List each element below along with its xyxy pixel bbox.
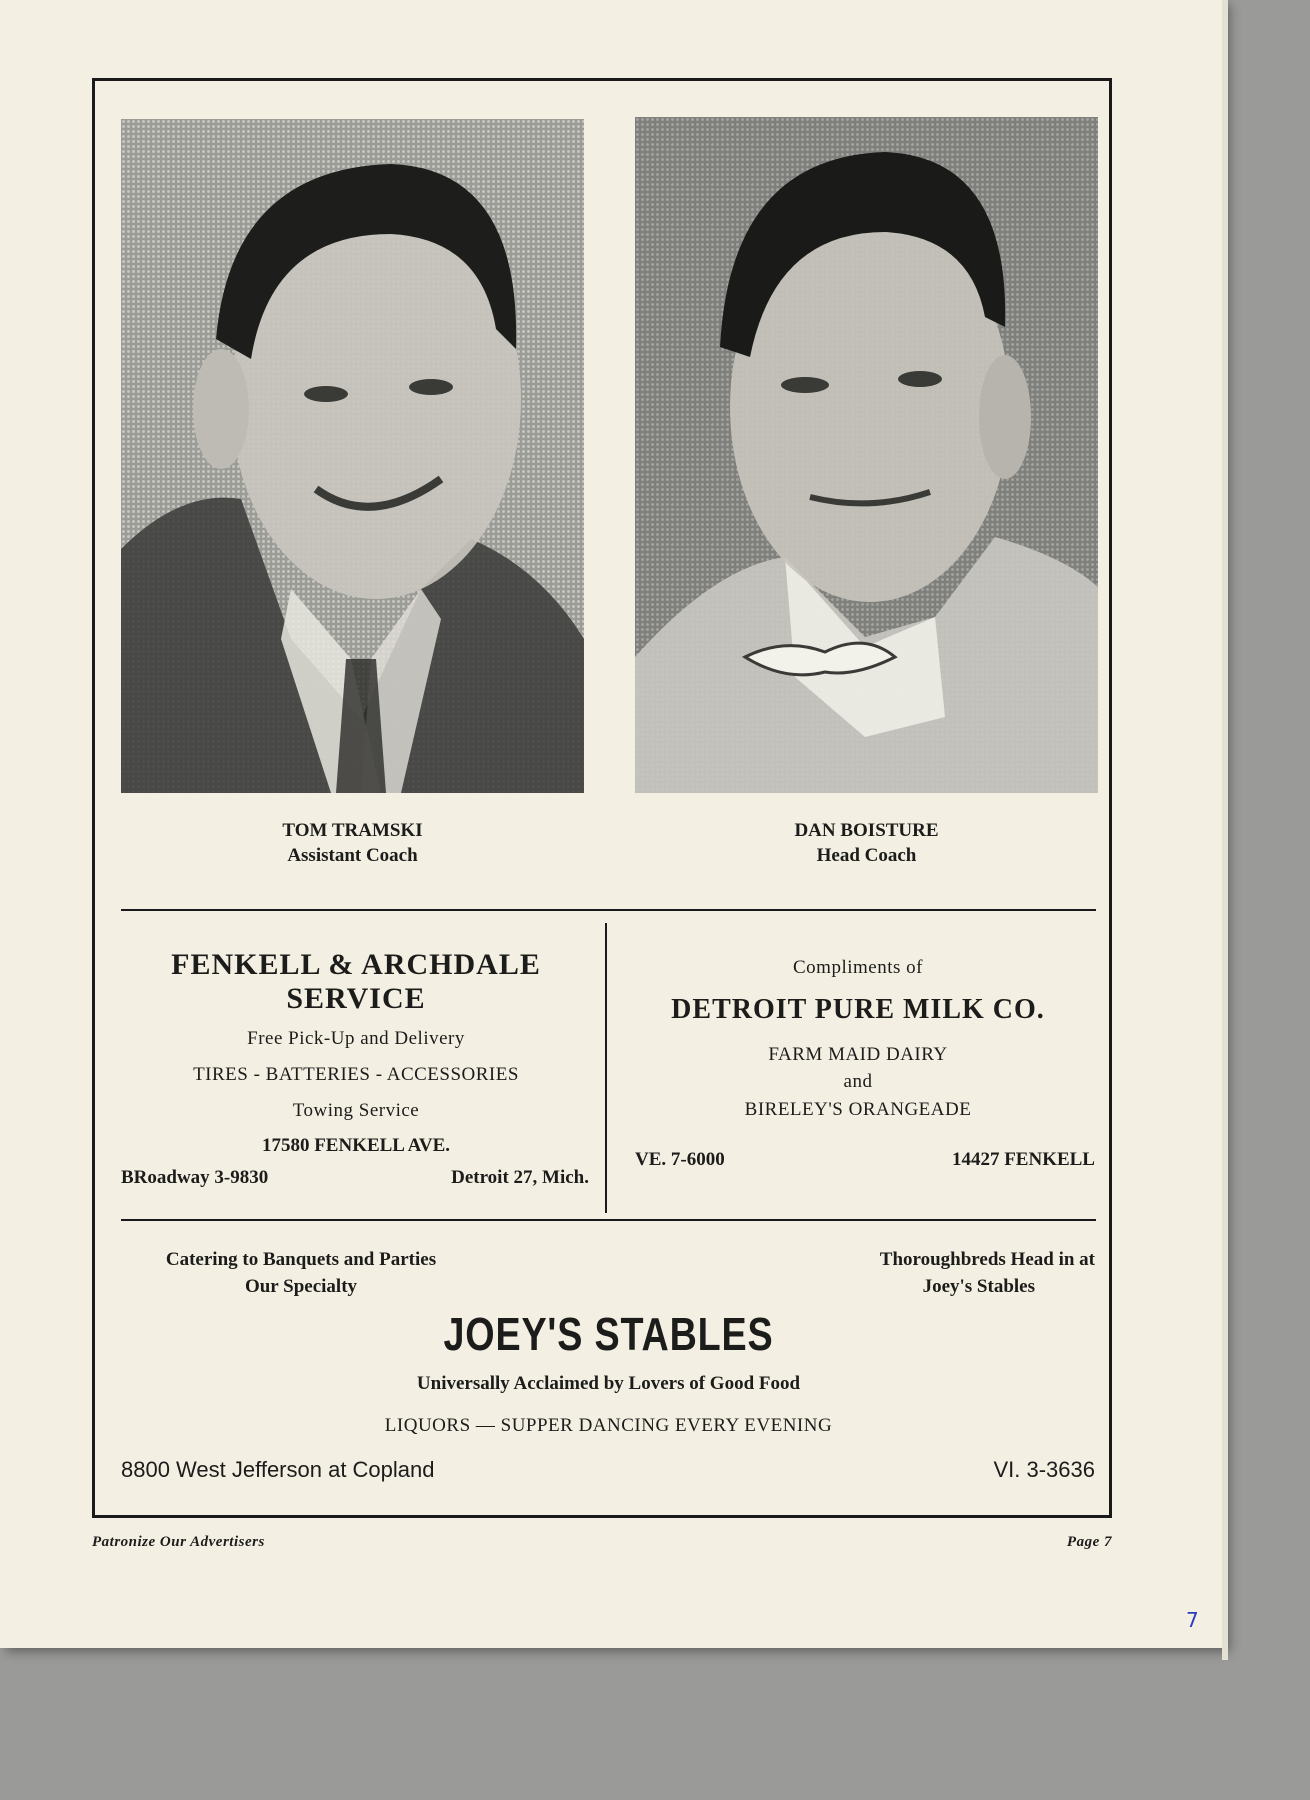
joeys-catering-line2: Our Specialty [244, 1276, 358, 1297]
head-coach-caption [635, 818, 1098, 868]
fenkell-pickup: Free Pick-Up and Delivery [247, 1028, 465, 1049]
fenkell-name-line2: SERVICE [286, 982, 426, 1015]
assistant-coach-caption [121, 818, 584, 868]
divider-bottom [121, 1219, 1096, 1221]
joeys-phone: VI. 3-3636 [993, 1457, 1095, 1482]
milk-phone: VE. 7-6000 [635, 1149, 725, 1170]
divider-top [121, 909, 1096, 911]
assistant-coach-photo [121, 119, 584, 793]
milk-orangeade: BIRELEY'S ORANGEADE [744, 1099, 972, 1120]
head-coach-title: Head Coach [816, 845, 917, 866]
page-edge [1222, 0, 1228, 1660]
fenkell-phone: BRoadway 3-9830 [121, 1167, 269, 1188]
divider-middle [605, 923, 607, 1213]
milk-farm-maid: FARM MAID DAIRY [768, 1044, 948, 1065]
milk-name: DETROIT PURE MILK CO. [671, 994, 1045, 1025]
footer-slogan: Patronize Our Advertisers [92, 1534, 265, 1550]
head-coach-photo [635, 117, 1098, 793]
joeys-catering-line1: Catering to Banquets and Parties [165, 1249, 437, 1270]
fenkell-towing: Towing Service [292, 1100, 420, 1121]
assistant-coach-name: TOM TRAMSKI [282, 820, 423, 841]
fenkell-products: TIRES - BATTERIES - ACCESSORIES [193, 1064, 519, 1085]
milk-and: and [843, 1071, 873, 1092]
joeys-thoroughbreds-line1: Thoroughbreds Head in at [879, 1249, 1095, 1270]
joeys-name: JOEY'S STABLES [443, 1308, 774, 1360]
joeys-tagline: Universally Acclaimed by Lovers of Good Food [416, 1373, 801, 1394]
assistant-coach-title: Assistant Coach [287, 845, 418, 866]
fenkell-city: Detroit 27, Mich. [451, 1167, 589, 1188]
handwritten-page-mark: 7 [1186, 1608, 1199, 1632]
milk-compliments: Compliments of [793, 957, 923, 978]
footer-page-number: Page 7 [1066, 1534, 1112, 1550]
joeys-address: 8800 West Jefferson at Copland [121, 1457, 435, 1482]
fenkell-address: 17580 FENKELL AVE. [261, 1135, 451, 1156]
page-border [92, 78, 1112, 1518]
joeys-catering [121, 1246, 481, 1300]
milk-address: 14427 FENKELL [951, 1149, 1095, 1170]
joeys-services: LIQUORS — SUPPER DANCING EVERY EVENING [384, 1415, 833, 1436]
joeys-thoroughbreds-line2: Joey's Stables [922, 1276, 1035, 1297]
fenkell-name-line1: FENKELL & ARCHDALE [171, 948, 541, 981]
joeys-thoroughbreds [785, 1246, 1095, 1300]
head-coach-name: DAN BOISTURE [794, 820, 939, 841]
